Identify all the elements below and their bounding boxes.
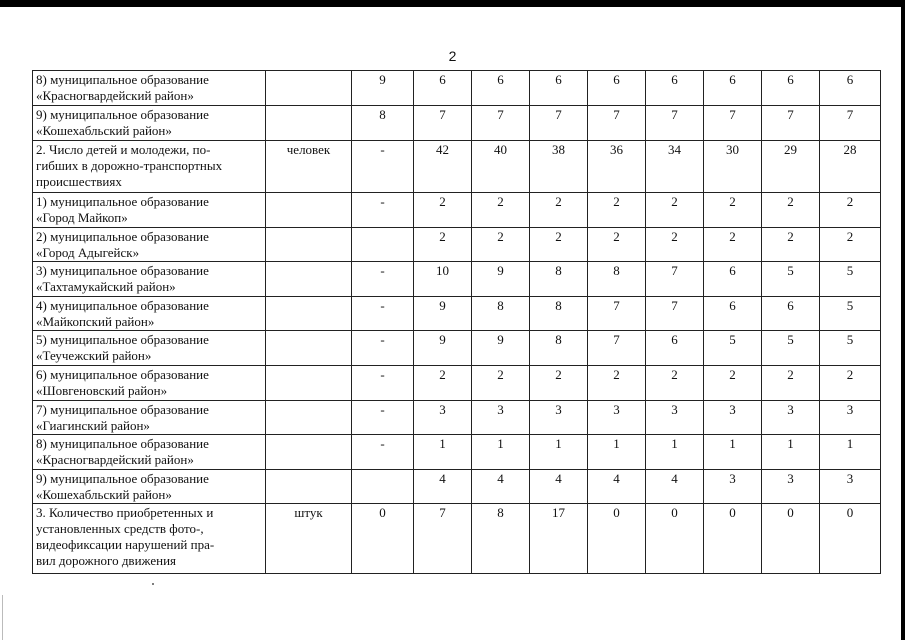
table-row bbox=[33, 262, 881, 297]
unit-cell: человек bbox=[266, 141, 352, 193]
table-row bbox=[33, 435, 881, 470]
value-cell: 3 bbox=[820, 470, 881, 504]
value-cell: 2 bbox=[588, 193, 646, 228]
value-cell: 2 bbox=[530, 193, 588, 228]
value-cell: 7 bbox=[646, 106, 704, 141]
value-cell: 2 bbox=[704, 366, 762, 401]
value-cell: 0 bbox=[704, 504, 762, 574]
indicator-name-line: «Гиагинский район» bbox=[36, 418, 150, 433]
value-cell: 29 bbox=[762, 141, 820, 193]
unit-cell bbox=[266, 228, 352, 262]
value-cell: 8 bbox=[472, 297, 530, 331]
value-cell: 4 bbox=[472, 470, 530, 504]
indicator-name-cell bbox=[33, 504, 266, 574]
indicator-name-cell bbox=[33, 401, 266, 435]
indicator-name-cell bbox=[33, 106, 266, 141]
value-cell: 5 bbox=[762, 262, 820, 297]
indicator-name-line: видеофиксации нарушений пра- bbox=[36, 537, 215, 552]
table-row bbox=[33, 331, 881, 366]
value-cell: 1 bbox=[762, 435, 820, 470]
value-cell: 1 bbox=[704, 435, 762, 470]
value-cell: 42 bbox=[414, 141, 472, 193]
value-cell: 5 bbox=[820, 331, 881, 366]
value-cell: 1 bbox=[414, 435, 472, 470]
indicator-name-line: «Город Майкоп» bbox=[36, 210, 128, 225]
value-cell: 7 bbox=[762, 106, 820, 141]
indicator-name-line: 4) муниципальное образование bbox=[36, 298, 209, 313]
value-cell: 3 bbox=[820, 401, 881, 435]
table-row bbox=[33, 228, 881, 262]
unit-cell bbox=[266, 470, 352, 504]
unit-cell bbox=[266, 435, 352, 470]
value-cell: 3 bbox=[762, 470, 820, 504]
value-cell bbox=[352, 470, 414, 504]
unit-cell bbox=[266, 297, 352, 331]
indicator-name-line: «Красногвардейский район» bbox=[36, 452, 194, 467]
indicator-name-line: 6) муниципальное образование bbox=[36, 367, 209, 382]
value-cell: 2 bbox=[588, 366, 646, 401]
indicator-name-line: «Город Адыгейск» bbox=[36, 245, 140, 260]
value-cell: 7 bbox=[820, 106, 881, 141]
indicators-table bbox=[32, 70, 881, 574]
value-cell: - bbox=[352, 331, 414, 366]
indicator-name-line: 2) муниципальное образование bbox=[36, 229, 209, 244]
unit-cell bbox=[266, 262, 352, 297]
value-cell: 5 bbox=[704, 331, 762, 366]
indicator-name-line: вил дорожного движения bbox=[36, 553, 177, 568]
value-cell: 6 bbox=[762, 71, 820, 106]
value-cell: 7 bbox=[704, 106, 762, 141]
table-row bbox=[33, 71, 881, 106]
value-cell: 0 bbox=[588, 504, 646, 574]
value-cell: 9 bbox=[472, 262, 530, 297]
unit-cell bbox=[266, 401, 352, 435]
value-cell: 4 bbox=[530, 470, 588, 504]
indicator-name-line: «Красногвардейский район» bbox=[36, 88, 194, 103]
value-cell: 6 bbox=[646, 71, 704, 106]
indicator-name-line: 8) муниципальное образование bbox=[36, 436, 209, 451]
value-cell: 2 bbox=[820, 366, 881, 401]
value-cell: 10 bbox=[414, 262, 472, 297]
value-cell: - bbox=[352, 366, 414, 401]
value-cell: - bbox=[352, 193, 414, 228]
value-cell: 9 bbox=[414, 297, 472, 331]
table-row bbox=[33, 401, 881, 435]
value-cell: 2 bbox=[762, 228, 820, 262]
value-cell: 7 bbox=[646, 262, 704, 297]
value-cell: 7 bbox=[414, 106, 472, 141]
scan-dot bbox=[152, 583, 154, 585]
table-row bbox=[33, 141, 881, 193]
table-row bbox=[33, 504, 881, 574]
indicator-name-line: 9) муниципальное образование bbox=[36, 471, 209, 486]
value-cell: 28 bbox=[820, 141, 881, 193]
indicator-name-cell bbox=[33, 366, 266, 401]
value-cell: 6 bbox=[472, 71, 530, 106]
indicator-name-line: 3. Количество приобретенных и bbox=[36, 505, 214, 520]
unit-cell bbox=[266, 193, 352, 228]
value-cell: 0 bbox=[820, 504, 881, 574]
value-cell: 2 bbox=[530, 228, 588, 262]
value-cell: 2 bbox=[646, 366, 704, 401]
value-cell: 2 bbox=[472, 366, 530, 401]
value-cell: 2 bbox=[820, 193, 881, 228]
value-cell: 9 bbox=[352, 71, 414, 106]
value-cell: 8 bbox=[530, 297, 588, 331]
indicator-name-line: 9) муниципальное образование bbox=[36, 107, 209, 122]
value-cell: 2 bbox=[472, 193, 530, 228]
value-cell: 2 bbox=[472, 228, 530, 262]
indicator-name-line: «Теучежский район» bbox=[36, 348, 152, 363]
value-cell: 7 bbox=[414, 504, 472, 574]
value-cell: 6 bbox=[704, 262, 762, 297]
value-cell: 0 bbox=[762, 504, 820, 574]
value-cell: 2 bbox=[762, 366, 820, 401]
unit-cell bbox=[266, 106, 352, 141]
value-cell: 2 bbox=[588, 228, 646, 262]
indicator-name-cell bbox=[33, 470, 266, 504]
indicator-name-line: «Майкопский район» bbox=[36, 314, 155, 329]
value-cell: 7 bbox=[530, 106, 588, 141]
value-cell: 7 bbox=[588, 297, 646, 331]
table-row bbox=[33, 470, 881, 504]
value-cell: 2 bbox=[704, 193, 762, 228]
value-cell: - bbox=[352, 262, 414, 297]
indicator-name-line: 3) муниципальное образование bbox=[36, 263, 209, 278]
value-cell: 2 bbox=[646, 228, 704, 262]
value-cell: 38 bbox=[530, 141, 588, 193]
value-cell: 6 bbox=[588, 71, 646, 106]
table-row bbox=[33, 193, 881, 228]
value-cell: 7 bbox=[646, 297, 704, 331]
page-top-border bbox=[0, 0, 905, 7]
table-row bbox=[33, 297, 881, 331]
indicator-name-line: «Кошехабльский район» bbox=[36, 123, 172, 138]
value-cell: 1 bbox=[530, 435, 588, 470]
value-cell: 3 bbox=[530, 401, 588, 435]
value-cell: 0 bbox=[646, 504, 704, 574]
value-cell: 1 bbox=[820, 435, 881, 470]
indicator-name-cell bbox=[33, 141, 266, 193]
value-cell: 2 bbox=[530, 366, 588, 401]
indicator-name-cell bbox=[33, 435, 266, 470]
value-cell: 6 bbox=[820, 71, 881, 106]
value-cell: 4 bbox=[646, 470, 704, 504]
value-cell: 40 bbox=[472, 141, 530, 193]
indicator-name-line: гибших в дорожно-транспортных bbox=[36, 158, 223, 173]
value-cell: 8 bbox=[472, 504, 530, 574]
value-cell: 36 bbox=[588, 141, 646, 193]
value-cell: 2 bbox=[414, 228, 472, 262]
value-cell: 6 bbox=[530, 71, 588, 106]
scan-edge-mark bbox=[2, 595, 3, 640]
value-cell: 5 bbox=[820, 297, 881, 331]
value-cell: - bbox=[352, 435, 414, 470]
table-row bbox=[33, 366, 881, 401]
indicator-name-cell bbox=[33, 228, 266, 262]
value-cell: 5 bbox=[820, 262, 881, 297]
value-cell: 2 bbox=[820, 228, 881, 262]
value-cell: 3 bbox=[646, 401, 704, 435]
value-cell: 0 bbox=[352, 504, 414, 574]
value-cell: 2 bbox=[414, 193, 472, 228]
indicator-name-line: «Шовгеновский район» bbox=[36, 383, 168, 398]
value-cell: 2 bbox=[646, 193, 704, 228]
indicator-name-line: 1) муниципальное образование bbox=[36, 194, 209, 209]
value-cell: 4 bbox=[414, 470, 472, 504]
value-cell: 4 bbox=[588, 470, 646, 504]
indicator-name-cell bbox=[33, 262, 266, 297]
value-cell: 3 bbox=[704, 470, 762, 504]
value-cell: 7 bbox=[472, 106, 530, 141]
value-cell: 7 bbox=[588, 331, 646, 366]
value-cell: 3 bbox=[704, 401, 762, 435]
value-cell: 2 bbox=[414, 366, 472, 401]
unit-cell: штук bbox=[266, 504, 352, 574]
indicator-name-line: «Кошехабльский район» bbox=[36, 487, 172, 502]
unit-cell bbox=[266, 366, 352, 401]
indicator-name-cell bbox=[33, 331, 266, 366]
indicator-name-line: происшествиях bbox=[36, 174, 122, 189]
value-cell: 17 bbox=[530, 504, 588, 574]
indicator-name-line: 5) муниципальное образование bbox=[36, 332, 209, 347]
indicator-name-cell bbox=[33, 71, 266, 106]
value-cell: 1 bbox=[472, 435, 530, 470]
value-cell: 6 bbox=[646, 331, 704, 366]
value-cell bbox=[352, 228, 414, 262]
unit-cell bbox=[266, 331, 352, 366]
value-cell: 6 bbox=[414, 71, 472, 106]
value-cell: 7 bbox=[588, 106, 646, 141]
table-row bbox=[33, 106, 881, 141]
indicator-name-cell bbox=[33, 193, 266, 228]
value-cell: 8 bbox=[530, 331, 588, 366]
unit-cell bbox=[266, 71, 352, 106]
value-cell: 30 bbox=[704, 141, 762, 193]
value-cell: - bbox=[352, 401, 414, 435]
value-cell: 8 bbox=[352, 106, 414, 141]
value-cell: 2 bbox=[704, 228, 762, 262]
indicator-name-line: 2. Число детей и молодежи, по- bbox=[36, 142, 211, 157]
value-cell: 9 bbox=[472, 331, 530, 366]
value-cell: 5 bbox=[762, 331, 820, 366]
indicator-name-cell bbox=[33, 297, 266, 331]
value-cell: 8 bbox=[588, 262, 646, 297]
value-cell: - bbox=[352, 297, 414, 331]
value-cell: 8 bbox=[530, 262, 588, 297]
value-cell: 2 bbox=[762, 193, 820, 228]
value-cell: 6 bbox=[704, 71, 762, 106]
value-cell: 1 bbox=[588, 435, 646, 470]
value-cell: 3 bbox=[472, 401, 530, 435]
indicator-name-line: «Тахтамукайский район» bbox=[36, 279, 176, 294]
value-cell: 3 bbox=[414, 401, 472, 435]
page-right-border bbox=[901, 0, 905, 640]
value-cell: 9 bbox=[414, 331, 472, 366]
value-cell: 1 bbox=[646, 435, 704, 470]
value-cell: 6 bbox=[762, 297, 820, 331]
value-cell: 3 bbox=[588, 401, 646, 435]
value-cell: 34 bbox=[646, 141, 704, 193]
indicator-name-line: 7) муниципальное образование bbox=[36, 402, 209, 417]
value-cell: 6 bbox=[704, 297, 762, 331]
value-cell: 3 bbox=[762, 401, 820, 435]
indicator-name-line: установленных средств фото-, bbox=[36, 521, 204, 536]
value-cell: - bbox=[352, 141, 414, 193]
page-number: 2 bbox=[448, 48, 457, 64]
indicator-name-line: 8) муниципальное образование bbox=[36, 72, 209, 87]
